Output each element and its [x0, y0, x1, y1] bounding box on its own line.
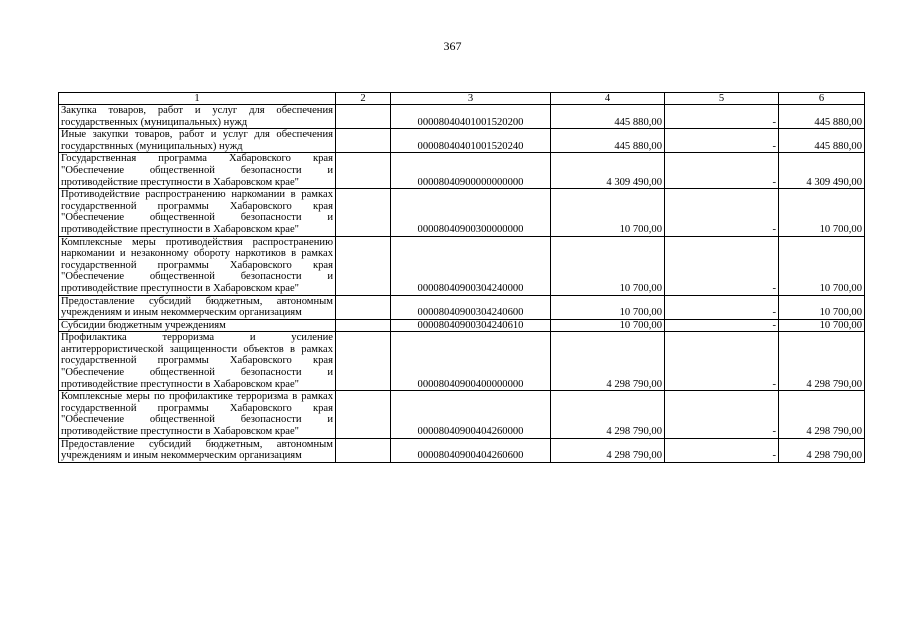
row-col-2 [336, 153, 391, 189]
row-code: 00008040900000000000 [391, 153, 551, 189]
table-row [59, 153, 865, 189]
row-col-5: - [665, 295, 779, 319]
table-row [59, 189, 865, 236]
row-col-6: 10 700,00 [779, 236, 865, 295]
table-row [59, 438, 865, 462]
row-code: 00008040900400000000 [391, 332, 551, 391]
row-code: 00008040900404260600 [391, 438, 551, 462]
row-col-4: 4 298 790,00 [551, 332, 665, 391]
row-name: Комплексные меры по профилактике терроризма в рамках государственной программы Хабаровского края "Обеспечение общественной безопасности и противодействие преступности в Хабаровском крае" [59, 391, 336, 438]
table-row [59, 129, 865, 153]
row-col-4: 445 880,00 [551, 129, 665, 153]
row-name: Противодействие распространению наркомании в рамках государственной программы Хабаровского края "Обеспечение общественной безопасности и противодействие преступности в Хабаровском крае" [59, 189, 336, 236]
budget-table [58, 92, 865, 463]
row-col-5: - [665, 129, 779, 153]
row-col-2 [336, 391, 391, 438]
row-col-6: 4 309 490,00 [779, 153, 865, 189]
row-col-4: 4 309 490,00 [551, 153, 665, 189]
row-col-6: 10 700,00 [779, 189, 865, 236]
row-name: Комплексные меры противодействия распространению наркомании и незаконному обороту наркотиков в рамках государственной программы Хабаровского края "Обеспечение общественной безопасности и противодействие преступности в Хабаровском крае" [59, 236, 336, 295]
row-col-5: - [665, 391, 779, 438]
row-col-4: 10 700,00 [551, 189, 665, 236]
row-col-4: 10 700,00 [551, 295, 665, 319]
row-code: 00008040900304240000 [391, 236, 551, 295]
row-col-4: 10 700,00 [551, 319, 665, 332]
row-col-6: 10 700,00 [779, 319, 865, 332]
row-name: Предоставление субсидий бюджетным, автономным учреждениям и иным некоммерческим организациям [59, 295, 336, 319]
row-col-2 [336, 332, 391, 391]
row-col-4: 445 880,00 [551, 105, 665, 129]
table-row [59, 391, 865, 438]
row-col-6: 445 880,00 [779, 105, 865, 129]
table-row [59, 332, 865, 391]
header-col-6: 6 [779, 93, 865, 105]
table-header [59, 93, 865, 105]
row-col-6: 4 298 790,00 [779, 391, 865, 438]
table-row [59, 236, 865, 295]
header-row [59, 93, 865, 105]
row-col-4: 10 700,00 [551, 236, 665, 295]
table-row [59, 319, 865, 332]
header-col-2: 2 [336, 93, 391, 105]
row-code: 00008040900304240610 [391, 319, 551, 332]
row-col-6: 10 700,00 [779, 295, 865, 319]
row-code: 00008040401001520240 [391, 129, 551, 153]
row-col-4: 4 298 790,00 [551, 438, 665, 462]
row-col-2 [336, 189, 391, 236]
header-col-4: 4 [551, 93, 665, 105]
row-name: Иные закупки товаров, работ и услуг для обеспечения государствнных (муниципальных) нужд [59, 129, 336, 153]
row-col-2 [336, 105, 391, 129]
row-code: 00008040900304240600 [391, 295, 551, 319]
row-code: 00008040900300000000 [391, 189, 551, 236]
row-col-5: - [665, 319, 779, 332]
row-col-6: 4 298 790,00 [779, 332, 865, 391]
table-row [59, 105, 865, 129]
row-col-2 [336, 236, 391, 295]
row-code: 00008040900404260000 [391, 391, 551, 438]
row-col-4: 4 298 790,00 [551, 391, 665, 438]
row-col-2 [336, 129, 391, 153]
row-col-5: - [665, 189, 779, 236]
row-col-5: - [665, 105, 779, 129]
page-number: 367 [443, 39, 462, 53]
row-name: Субсидии бюджетным учреждениям [59, 319, 336, 332]
row-col-2 [336, 319, 391, 332]
row-col-5: - [665, 236, 779, 295]
row-col-6: 4 298 790,00 [779, 438, 865, 462]
row-name: Государственная программа Хабаровского края "Обеспечение общественной безопасности и противодействие преступности в Хабаровском крае" [59, 153, 336, 189]
row-col-2 [336, 295, 391, 319]
row-name: Предоставление субсидий бюджетным, автономным учреждениям и иным некоммерческим организациям [59, 438, 336, 462]
row-col-2 [336, 438, 391, 462]
row-col-6: 445 880,00 [779, 129, 865, 153]
row-code: 00008040401001520200 [391, 105, 551, 129]
header-col-1: 1 [59, 93, 336, 105]
table-row [59, 295, 865, 319]
header-col-5: 5 [665, 93, 779, 105]
row-col-5: - [665, 332, 779, 391]
row-name: Закупка товаров, работ и услуг для обеспечения государственных (муниципальных) нужд [59, 105, 336, 129]
header-col-3: 3 [391, 93, 551, 105]
row-name: Профилактика терроризма и усиление антитеррористической защищенности объектов в рамках государственной программы Хабаровского края "Обеспечение общественной безопасности и противодействие преступности в Хабаровском крае" [59, 332, 336, 391]
row-col-5: - [665, 438, 779, 462]
row-col-5: - [665, 153, 779, 189]
table-body [59, 105, 865, 463]
